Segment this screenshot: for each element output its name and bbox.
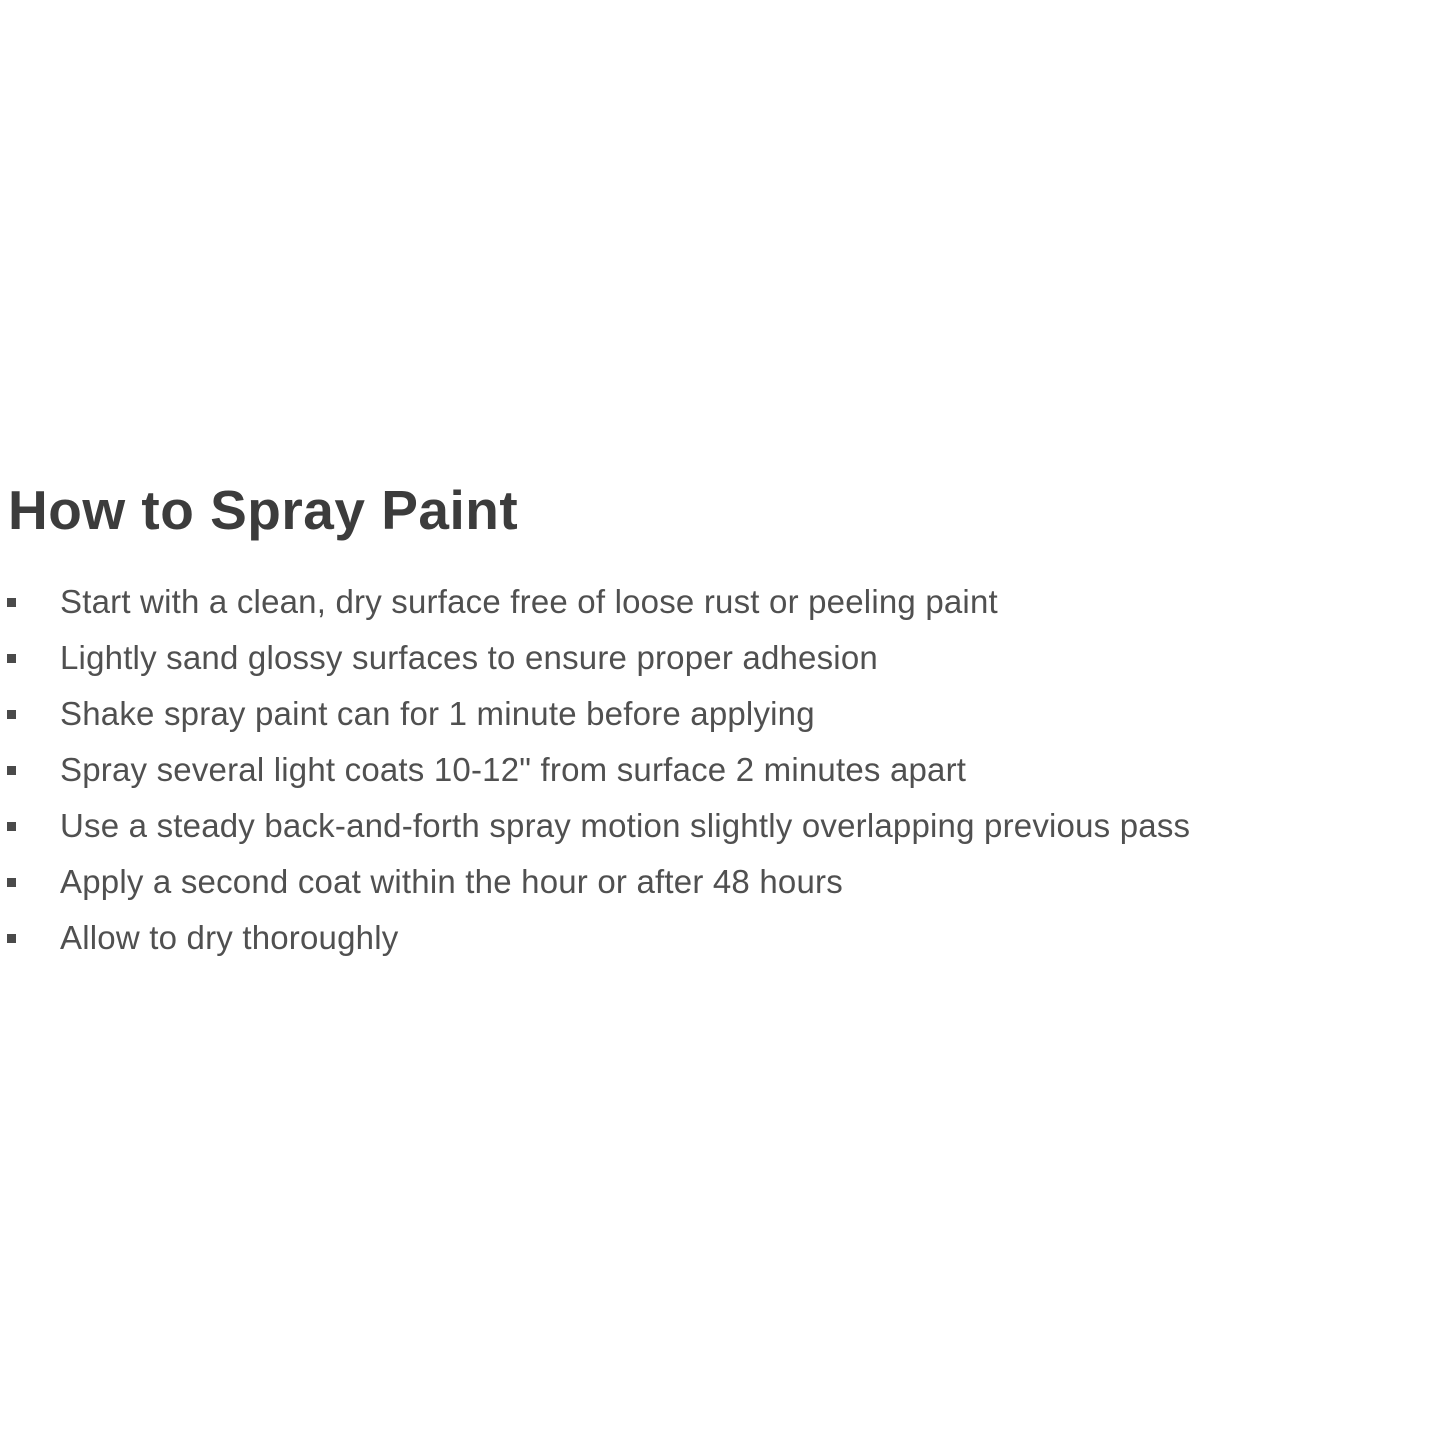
list-item-text: Start with a clean, dry surface free of loose rust or peeling paint xyxy=(60,583,998,620)
list-item xyxy=(0,854,1440,910)
bullet-icon xyxy=(7,822,16,831)
bullet-icon xyxy=(7,878,16,887)
bullet-icon xyxy=(7,598,16,607)
list-item-text: Shake spray paint can for 1 minute before applying xyxy=(60,695,815,732)
list-item-text: Apply a second coat within the hour or after 48 hours xyxy=(60,863,843,900)
list-item xyxy=(0,910,1440,966)
list-item xyxy=(0,686,1440,742)
bullet-icon xyxy=(7,654,16,663)
bullet-icon xyxy=(7,766,16,775)
bullet-icon xyxy=(7,934,16,943)
how-to-section xyxy=(0,483,1440,966)
instructions-list xyxy=(0,574,1440,966)
list-item-text: Spray several light coats 10-12" from surface 2 minutes apart xyxy=(60,751,967,788)
bullet-icon xyxy=(7,710,16,719)
list-item-text: Use a steady back-and-forth spray motion slightly overlapping previous pass xyxy=(60,807,1191,844)
list-item xyxy=(0,742,1440,798)
section-title: How to Spray Paint xyxy=(8,483,519,541)
list-item xyxy=(0,574,1440,630)
list-item-text: Lightly sand glossy surfaces to ensure proper adhesion xyxy=(60,639,878,676)
list-item xyxy=(0,798,1440,854)
list-item xyxy=(0,630,1440,686)
list-item-text: Allow to dry thoroughly xyxy=(60,919,399,956)
